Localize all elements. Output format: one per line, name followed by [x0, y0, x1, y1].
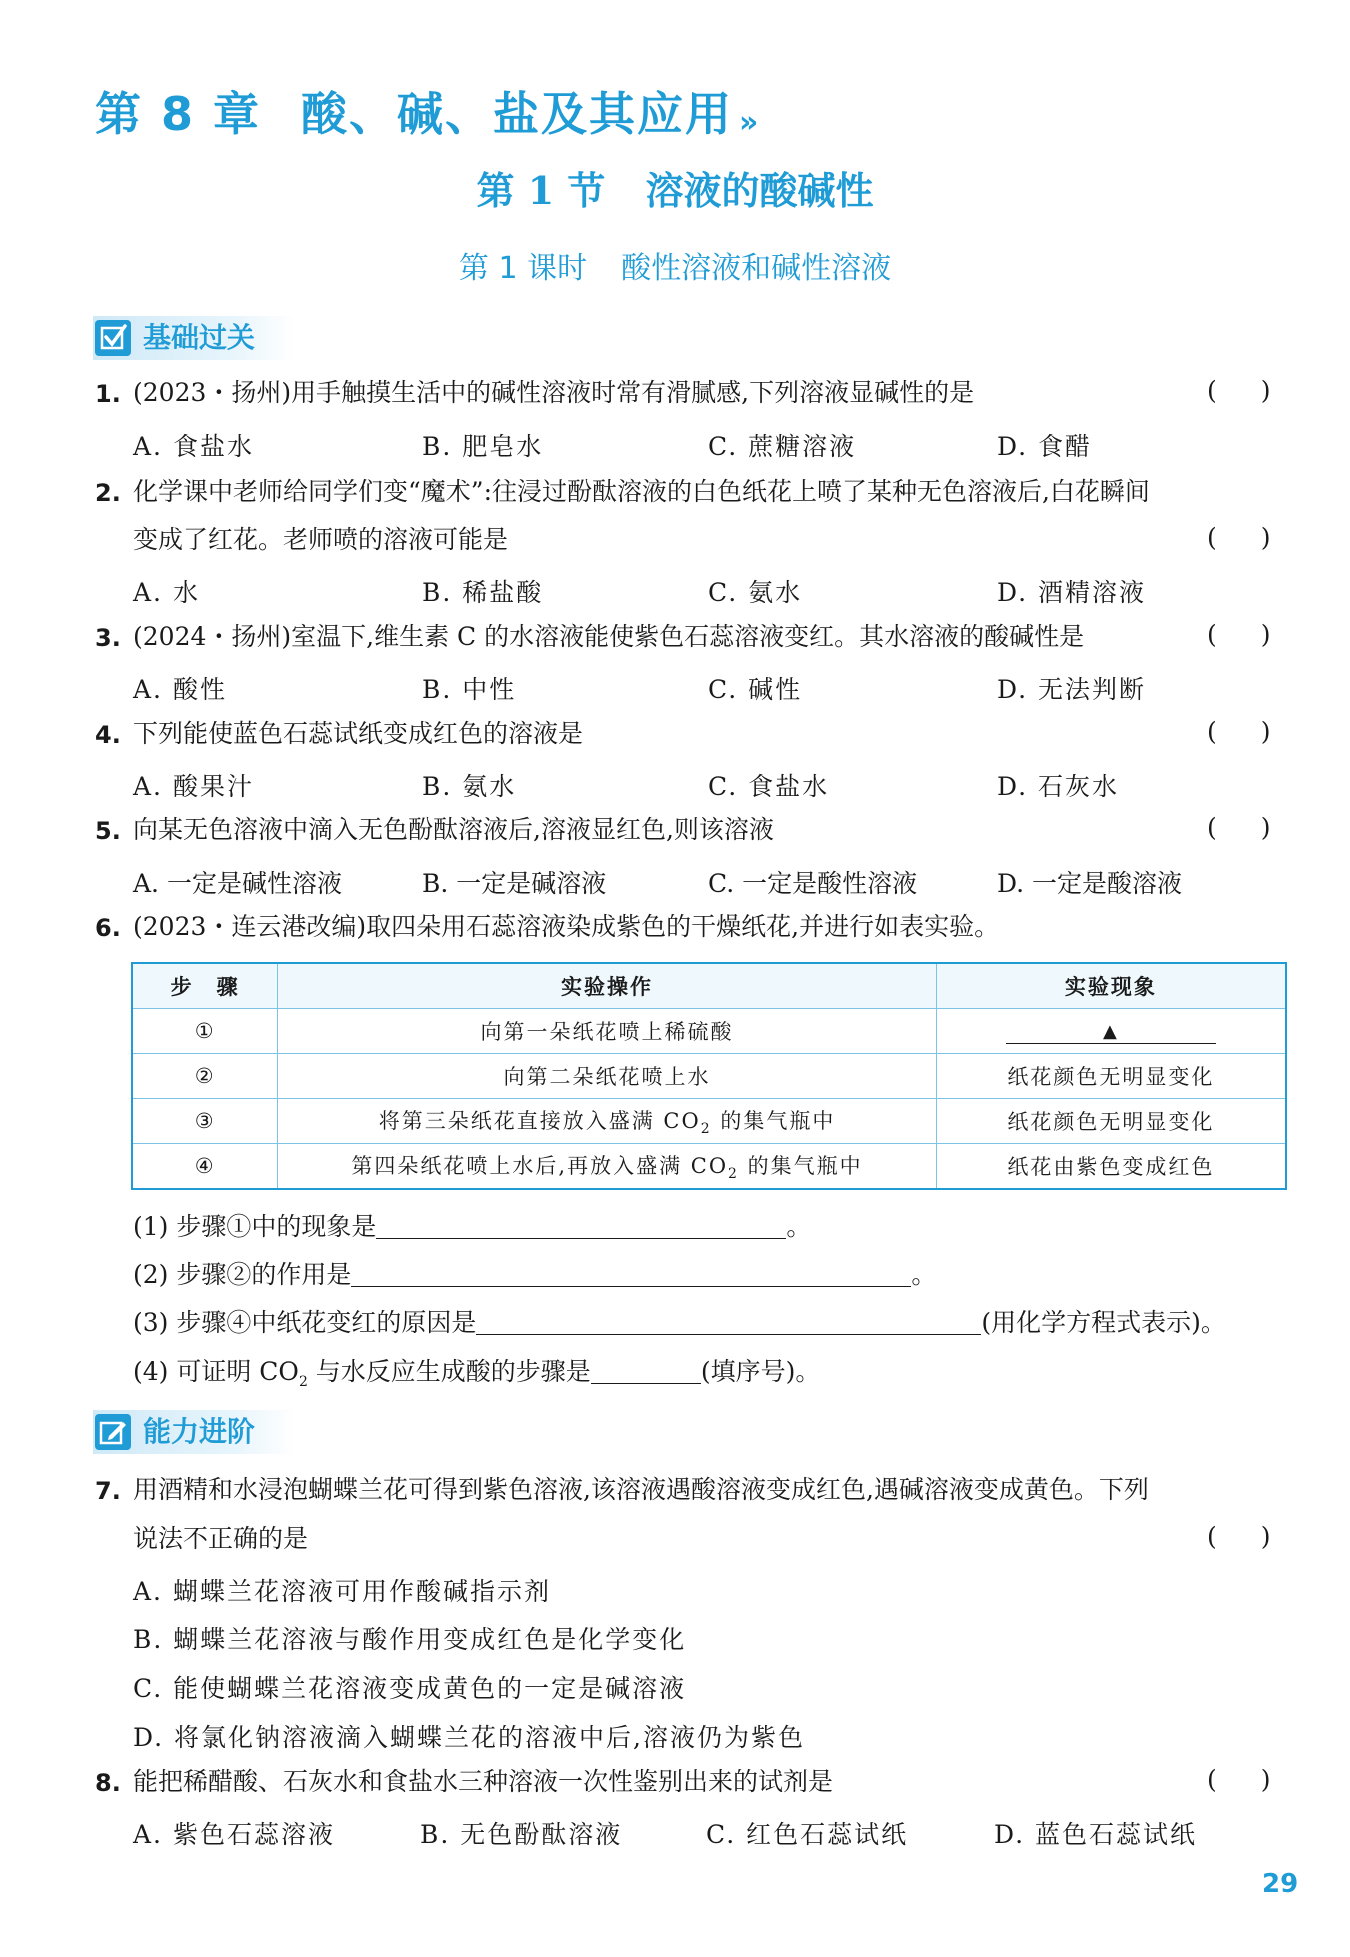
q8-answer-paren: ( ): [1207, 1765, 1271, 1794]
q8-option-d: D. 蓝色石蕊试纸: [994, 1820, 1198, 1849]
q3-text: (2024・扬州)室温下,维生素 C 的水溶液能使紫色石蕊溶液变红。其水溶液的酸碱性是: [133, 622, 1085, 651]
q6-text: (2023・连云港改编)取四朵用石蕊溶液染成紫色的干燥纸花,并进行如表实验。: [133, 912, 1000, 941]
q5-option-d: D. 一定是酸溶液: [997, 869, 1183, 898]
phenomenon-cell: 纸花颜色无明显变化: [936, 1099, 1286, 1144]
experiment-table: [131, 962, 1287, 1190]
lesson-title: 酸性溶液和碱性溶液: [621, 251, 892, 286]
pencil-edit-icon: [95, 1414, 131, 1450]
phenomenon-cell: 纸花颜色无明显变化: [936, 1054, 1286, 1099]
chapter-heading: [95, 78, 760, 144]
answer-blank[interactable]: [591, 1357, 701, 1384]
q2-option-d: D. 酒精溶液: [997, 578, 1147, 607]
q3-number: 3.: [95, 624, 121, 652]
q2-answer-paren: ( ): [1207, 523, 1271, 552]
step-cell: ③: [132, 1099, 278, 1144]
q7-option-d: D. 将氯化钠溶液滴入蝴蝶兰花的溶液中后,溶液仍为紫色: [133, 1723, 805, 1752]
table-row: [132, 1009, 1286, 1054]
chapter-title: 酸、碱、盐及其应用: [301, 87, 734, 141]
operation-cell: 向第二朵纸花喷上水: [278, 1054, 937, 1099]
q1-option-a: A. 食盐水: [133, 432, 254, 461]
q4-option-b: B. 氨水: [422, 772, 517, 801]
q5-number: 5.: [95, 817, 121, 845]
q5-answer-paren: ( ): [1207, 813, 1271, 842]
q6-sub1: (1) 步骤①中的现象是 。: [133, 1212, 812, 1241]
table-header-row: [132, 963, 1286, 1009]
badge-advanced: [93, 1410, 295, 1454]
q7-option-c: C. 能使蝴蝶兰花溶液变成黄色的一定是碱溶液: [133, 1674, 687, 1703]
q7-option-a: A. 蝴蝶兰花溶液可用作酸碱指示剂: [133, 1577, 551, 1606]
q7-text-line1: 用酒精和水浸泡蝴蝶兰花可得到紫色溶液,该溶液遇酸溶液变成红色,遇碱溶液变成黄色。下列: [133, 1475, 1149, 1504]
q4-answer-paren: ( ): [1207, 717, 1271, 746]
section-number: 第 1 节: [476, 168, 606, 213]
q8-option-a: A. 紫色石蕊溶液: [133, 1820, 335, 1849]
table-row: [132, 1144, 1286, 1190]
q1-option-b: B. 肥皂水: [422, 432, 544, 461]
step-cell: ②: [132, 1054, 278, 1099]
q1-option-d: D. 食醋: [997, 432, 1093, 461]
q8-number: 8.: [95, 1769, 121, 1797]
q3-option-d: D. 无法判断: [997, 675, 1147, 704]
q5-option-c: C. 一定是酸性溶液: [708, 869, 918, 898]
q1-answer-paren: ( ): [1207, 376, 1271, 405]
lesson-number: 第 1 课时: [458, 251, 588, 286]
answer-blank[interactable]: [351, 1260, 911, 1287]
q7-option-b: B. 蝴蝶兰花溶液与酸作用变成红色是化学变化: [133, 1625, 687, 1654]
q1-number: 1.: [95, 380, 121, 408]
triangle-marker-icon: ▲: [1006, 1021, 1216, 1044]
q1-option-c: C. 蔗糖溶液: [708, 432, 857, 461]
table-header-step: 步 骤: [132, 963, 278, 1009]
checkbox-icon: [95, 320, 131, 356]
phenomenon-cell: [936, 1009, 1286, 1054]
answer-blank[interactable]: [376, 1212, 786, 1239]
q3-answer-paren: ( ): [1207, 620, 1271, 649]
q6-sub3: (3) 步骤④中纸花变红的原因是 (用化学方程式表示)。: [133, 1308, 1226, 1337]
badge-basic-label: 基础过关: [143, 321, 256, 354]
q2-number: 2.: [95, 479, 121, 507]
q6-sub4: (4) 可证明 $CO_2$ 与水反应生成酸的步骤是 (填序号)。: [133, 1357, 821, 1390]
chapter-number: 第 8 章: [95, 87, 262, 141]
q4-option-d: D. 石灰水: [997, 772, 1120, 801]
q4-option-c: C. 食盐水: [708, 772, 830, 801]
q5-text: 向某无色溶液中滴入无色酚酞溶液后,溶液显红色,则该溶液: [133, 815, 774, 844]
q6-number: 6.: [95, 914, 121, 942]
operation-cell: 将第三朵纸花直接放入盛满 $CO_2$ 的集气瓶中: [278, 1099, 937, 1144]
badge-basic: [93, 316, 295, 360]
lesson-heading: [0, 243, 1350, 287]
step-cell: ④: [132, 1144, 278, 1190]
q3-option-c: C. 碱性: [708, 675, 803, 704]
operation-cell: 第四朵纸花喷上水后,再放入盛满 $CO_2$ 的集气瓶中: [278, 1144, 937, 1190]
q2-text-line2: 变成了红花。老师喷的溶液可能是: [133, 525, 509, 554]
q2-text-line1: 化学课中老师给同学们变“魔术”:往浸过酚酞溶液的白色纸花上喷了某种无色溶液后,白花瞬间: [133, 477, 1150, 506]
q5-option-b: B. 一定是碱溶液: [422, 869, 607, 898]
table-row: [132, 1099, 1286, 1144]
q2-option-b: B. 稀盐酸: [422, 578, 544, 607]
q4-number: 4.: [95, 721, 121, 749]
q1-text: (2023・扬州)用手触摸生活中的碱性溶液时常有滑腻感,下列溶液显碱性的是: [133, 378, 975, 407]
q6-sub2: (2) 步骤②的作用是 。: [133, 1260, 937, 1289]
q8-option-c: C. 红色石蕊试纸: [706, 1820, 909, 1849]
q2-option-a: A. 水: [133, 578, 200, 607]
q7-answer-paren: ( ): [1207, 1522, 1271, 1551]
q7-text-line2: 说法不正确的是: [133, 1524, 309, 1553]
section-heading: [0, 160, 1350, 215]
q7-number: 7.: [95, 1477, 121, 1505]
q3-option-a: A. 酸性: [133, 675, 227, 704]
q5-option-a: A. 一定是碱性溶液: [133, 869, 342, 898]
q8-text: 能把稀醋酸、石灰水和食盐水三种溶液一次性鉴别出来的试剂是: [133, 1767, 834, 1796]
step-cell: ①: [132, 1009, 278, 1054]
q8-option-b: B. 无色酚酞溶液: [420, 1820, 623, 1849]
phenomenon-cell: 纸花由紫色变成红色: [936, 1144, 1286, 1190]
section-title: 溶液的酸碱性: [645, 168, 874, 213]
q4-text: 下列能使蓝色石蕊试纸变成红色的溶液是: [133, 719, 584, 748]
chevron-right-icon: »: [739, 105, 761, 140]
page-number: 29: [1262, 1869, 1299, 1899]
operation-cell: 向第一朵纸花喷上稀硫酸: [278, 1009, 937, 1054]
q2-option-c: C. 氨水: [708, 578, 803, 607]
table-header-operation: 实验操作: [278, 963, 937, 1009]
q3-option-b: B. 中性: [422, 675, 517, 704]
table-row: [132, 1054, 1286, 1099]
badge-advanced-label: 能力进阶: [143, 1415, 256, 1448]
q4-option-a: A. 酸果汁: [133, 772, 254, 801]
answer-blank[interactable]: [476, 1308, 981, 1335]
table-header-phenomenon: 实验现象: [936, 963, 1286, 1009]
